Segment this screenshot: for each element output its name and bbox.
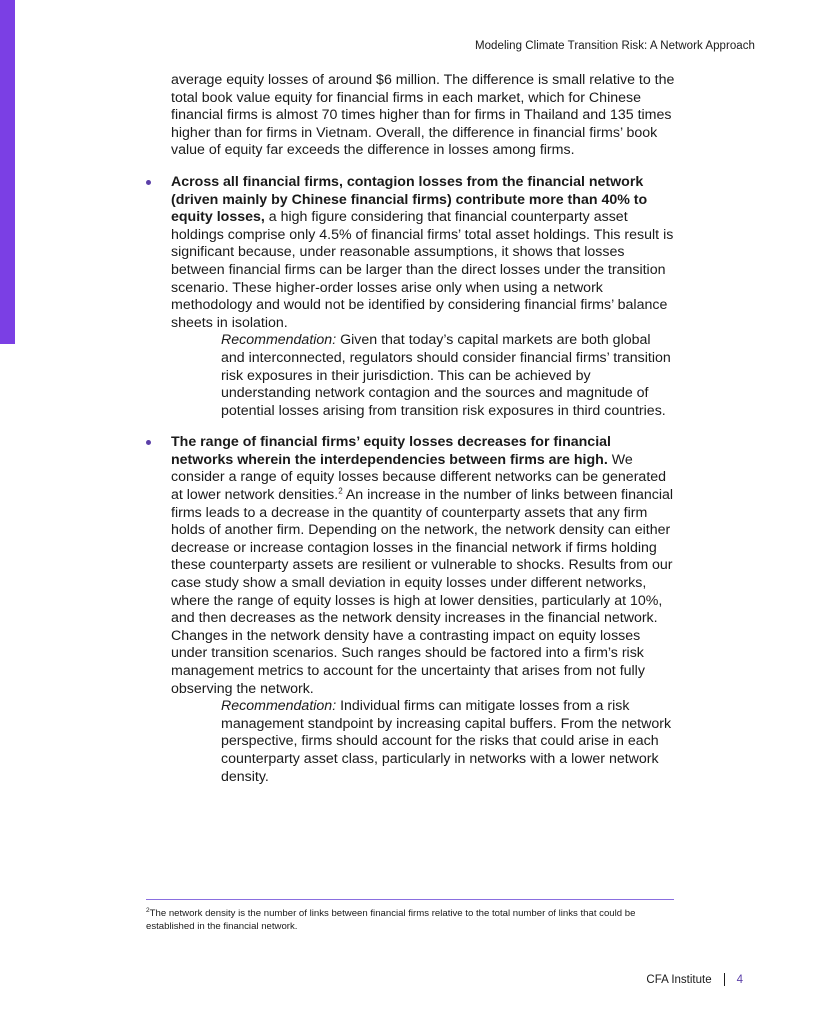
footnote <box>146 908 686 933</box>
bullet-dot-icon <box>146 180 151 185</box>
page-footer <box>646 973 743 986</box>
side-accent-bar <box>0 0 15 344</box>
bullet-body-text-continued: An increase in the number of links between financial firms leads to a decrease in the quantity of counterparty assets that any firm holds of another firm. Depending on the network, the network density can either decrease or increase contagion losses in the financial network if firms holding these counterparty assets are resilient or vulnerable to shocks. Results from our case study show a small deviation in equity losses under different networks, where the range of equity losses is high at lower densities, particularly at 10%, and then decreases as the network density increases in the financial network. Changes in the network density have a contrasting impact on equity losses under transition scenarios. Such ranges should be factored into a firm’s risk management metrics to account for the uncertainty that arises from not fully observing the network. <box>171 487 674 697</box>
footnote-text: The network density is the number of links between financial firms relative to the total number of links that could be established in the financial network. <box>146 908 636 932</box>
running-header-title: Modeling Climate Transition Risk: A Network Approach <box>474 40 755 52</box>
recommendation-paragraph <box>171 698 676 786</box>
bullet-item-equity-loss-range <box>146 434 676 786</box>
footer-separator <box>724 973 725 986</box>
footnote-divider <box>146 899 674 900</box>
recommendation-label: Recommendation: <box>221 332 337 349</box>
bullet-body-text: a high figure considering that financial counterparty asset holdings comprise only 4.5% of financial firms’ total asset holdings. This result is significant because, under reasonable assumptions, it shows that losses between financial firms can be larger than the direct losses under the transition scenario. These higher-order losses arise only when using a network methodology and would not be identified by considering financial firms’ balance sheets in isolation. <box>171 209 674 331</box>
bullet-dot-icon <box>146 440 151 445</box>
bullet-body-text: We consider a range of equity losses because different networks can be generated at lower network densities. <box>171 451 667 504</box>
recommendation-text: Given that today’s capital markets are both global and interconnected, regulators should consider financial firms’ transition risk exposures in their jurisdiction. This can be achieved by understanding network contagion and the sources and magnitude of potential losses arising from transition risk exposures in third countries. <box>221 332 671 419</box>
bullet-item-contagion-losses <box>146 174 676 420</box>
footnote-reference[interactable]: 2 <box>338 486 343 496</box>
bullet-bold-lead: The range of financial firms’ equity losses decreases for financial networks wherein the interdependencies between firms are high. <box>171 434 611 468</box>
page-number: 4 <box>736 973 743 986</box>
bullet-paragraph <box>171 434 676 698</box>
recommendation-paragraph <box>171 332 676 420</box>
lead-paragraph: average equity losses of around $6 million. The difference is small relative to the total book value equity for financial firms in each market, which for Chinese financial firms is almost 70 times higher than for firms in Thailand and 135 times higher than for firms in Vietnam. Overall, the difference in financial firms’ book value of equity far exceeds the difference in losses among firms. <box>171 72 675 159</box>
recommendation-label: Recommendation: <box>221 698 337 715</box>
bullet-bold-lead: Across all financial firms, contagion losses from the financial network (driven mainly by Chinese financial firms) contribute more than 40% to equity losses, <box>171 173 648 226</box>
main-content <box>146 72 676 786</box>
bullet-paragraph <box>171 174 676 332</box>
recommendation-text: Individual firms can mitigate losses from a risk management standpoint by increasing capital buffers. From the network perspective, firms should account for the risks that could arise in each counterparty asset class, particularly in networks with a lower network density. <box>221 698 672 785</box>
footnote-number: 2 <box>146 906 150 914</box>
footer-publisher: CFA Institute <box>646 973 712 986</box>
